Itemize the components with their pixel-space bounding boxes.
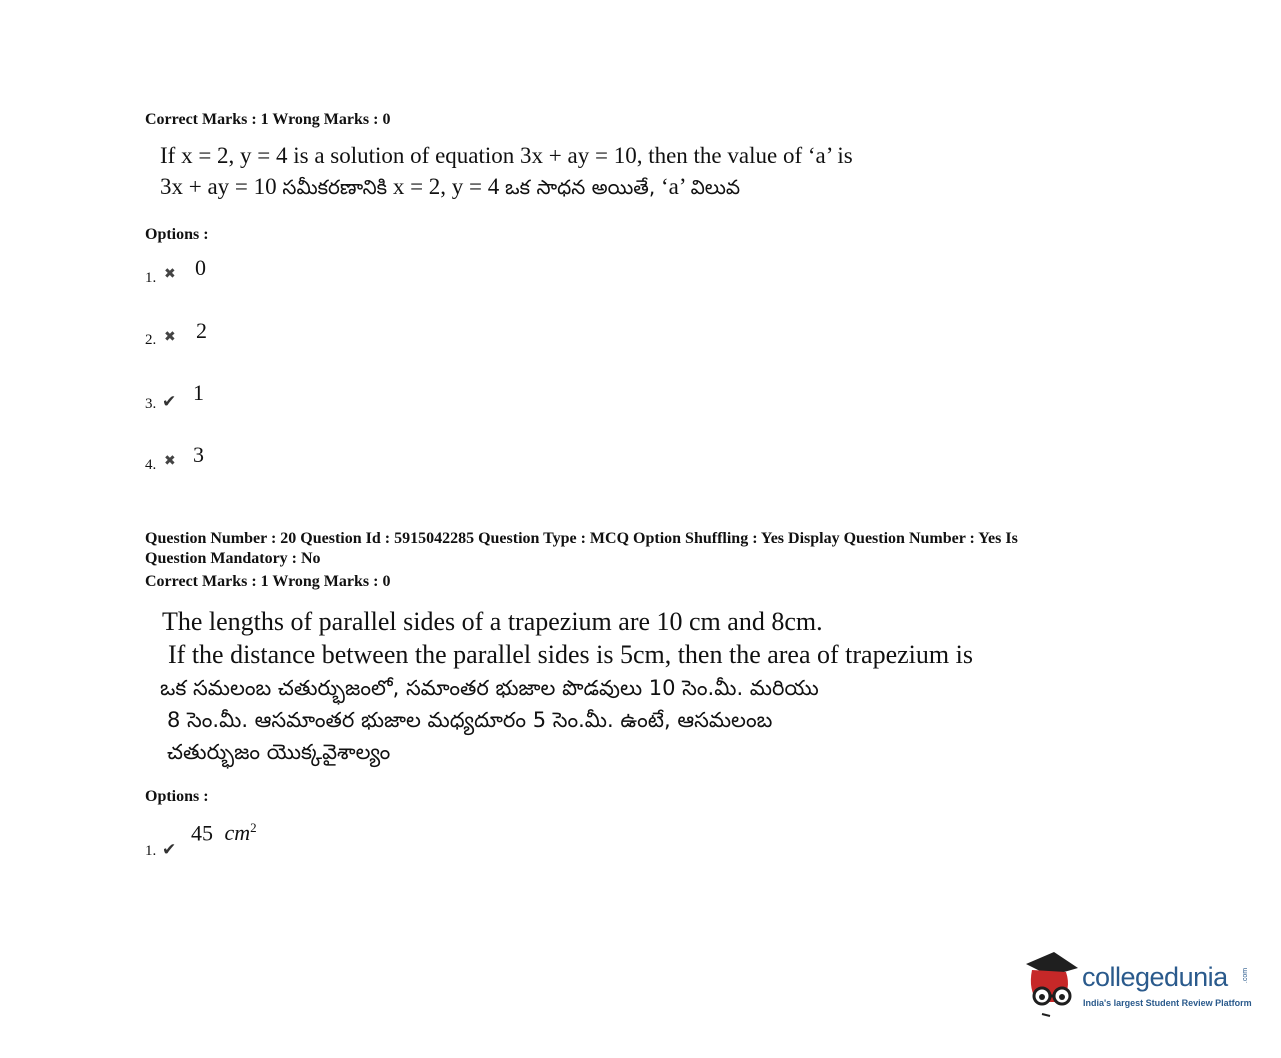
q20-text-telugu-3: చతుర్భుజం యొక్కవైశాల్యం <box>167 740 391 764</box>
q20-text-english-2: If the distance between the parallel sides is 5cm, then the area of trapezium is <box>168 640 973 669</box>
q19-option-4-num: 4. <box>145 457 157 473</box>
q19-option-1-num: 1. <box>145 270 157 286</box>
q19-option-2-num: 2. <box>145 332 157 348</box>
q19-values: x = 2, y = 4 <box>387 174 506 199</box>
q20-option-1-exponent: 2 <box>250 820 257 835</box>
q20-options-label: Options : <box>145 788 209 805</box>
q19-marks: Correct Marks : 1 Wrong Marks : 0 <box>145 111 391 128</box>
q20-option-1-number: 45 <box>191 820 213 846</box>
q20-marks: Correct Marks : 1 Wrong Marks : 0 <box>145 573 391 590</box>
q20-option-1-num: 1. <box>145 843 157 859</box>
mascot-icon <box>1020 950 1082 1020</box>
q19-option-4-value: 3 <box>193 442 204 467</box>
q20-text-telugu-1: ఒక సమలంబ చతుర్భుజంలో, సమాంతర భుజాల పొడవులు 10 సెం.మీ. మరియు <box>160 676 819 700</box>
logo-name: collegedunia <box>1082 962 1228 992</box>
q20-header-line2: Question Mandatory : No <box>145 550 321 567</box>
q20-header-line1: Question Number : 20 Question Id : 5915042285 Question Type : MCQ Option Shuffling : Yes Display Question Number : Yes Is <box>145 530 1018 547</box>
q19-option-3-num: 3. <box>145 396 157 412</box>
q19-telugu-2: ఒక సాధన అయితే, <box>505 175 656 199</box>
q19-telugu-1: సమీకరణానికి <box>282 175 388 199</box>
q19-option-3-value: 1 <box>193 380 204 405</box>
q19-option-1-value: 0 <box>195 255 206 280</box>
q19-text-english: If x = 2, y = 4 is a solution of equation 3x + ay = 10, then the value of ‘a’ is <box>160 143 853 168</box>
logo-tagline: India's largest Student Review Platform <box>1083 998 1252 1008</box>
q19-a: ‘a’ <box>655 174 691 199</box>
check-icon: ✔ <box>162 840 177 859</box>
check-icon: ✔ <box>162 392 177 411</box>
q20-option-1-value <box>191 820 257 846</box>
logo-com: .com <box>1242 967 1250 984</box>
q19-options-label: Options : <box>145 226 209 243</box>
q20-text-english-1: The lengths of parallel sides of a trapezium are 10 cm and 8cm. <box>162 607 823 636</box>
q19-text-telugu <box>160 174 740 204</box>
collegedunia-logo <box>1020 950 1260 1020</box>
cross-icon: ✖ <box>164 330 176 345</box>
q20-text-telugu-2: 8 సెం.మీ. ఆసమాంతర భుజాల మధ్యదూరం 5 సెం.మీ. ఉంటే, ఆసమలంబ <box>167 708 773 732</box>
q19-telugu-3: విలువ <box>690 175 741 199</box>
q19-option-2-value: 2 <box>196 318 207 343</box>
q20-option-1-unit: cm <box>224 820 251 846</box>
cross-icon: ✖ <box>164 267 176 282</box>
q19-equation: 3x + ay = 10 <box>160 174 283 199</box>
cross-icon: ✖ <box>164 454 176 469</box>
